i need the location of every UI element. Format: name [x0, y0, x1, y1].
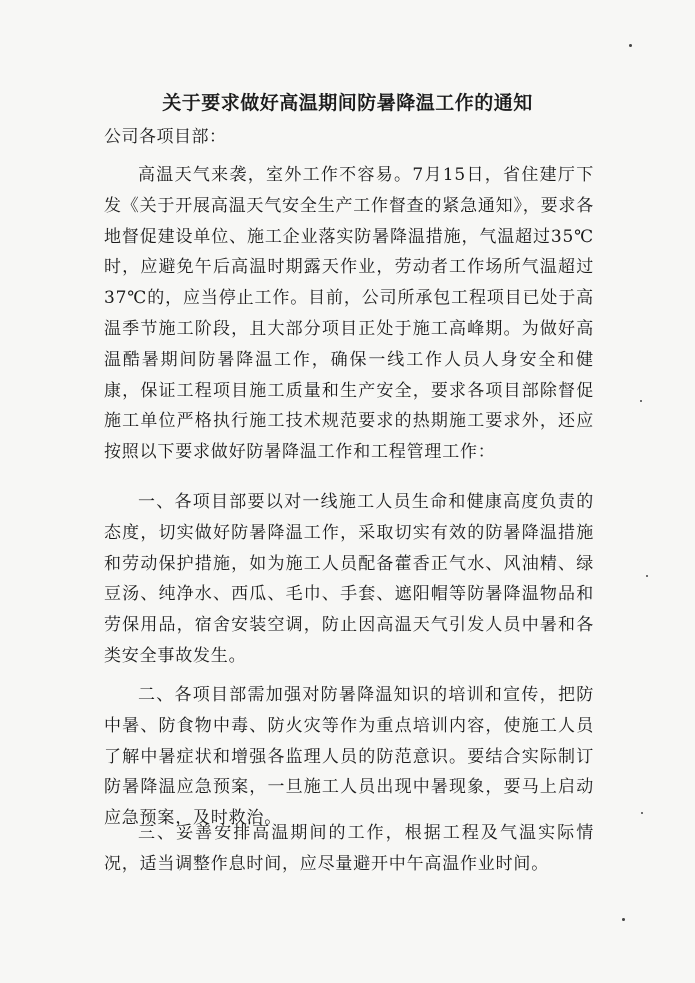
scan-speck: [622, 918, 625, 921]
salutation: 公司各项目部：: [104, 127, 227, 147]
scan-speck: [641, 812, 643, 814]
paragraph-item-1: 一、各项目部要以对一线施工人员生命和健康高度负责的态度，切实做好防暑降温工作，采取切实有效的防暑降温措施和劳动保护措施，如为施工人员配备藿香正气水、风油精、绿豆汤、纯净水、西瓜、毛巾、手套、遮阳帽等防暑降温物品和劳保用品，宿舍安装空调，防止因高温天气引发人员中暑和各类安全事故发生。: [104, 492, 594, 666]
scan-speck: [646, 575, 648, 577]
paragraph-item-3: 三、妥善安排高温期间的工作，根据工程及气温实际情况，适当调整作息时间，应尽量避开中午高温作业时间。: [104, 823, 594, 874]
scan-speck: [629, 44, 632, 47]
paragraph-item-2: 二、各项目部需加强对防暑降温知识的培训和宣传，把防中暑、防食物中毒、防火灾等作为重点培训内容，使施工人员了解中暑症状和增强各监理人员的防范意识。要结合实际制订防暑降温应急预案，一旦施工人员出现中暑现象，要马上启动应急预案，及时救治。: [104, 685, 594, 829]
document-title: 关于要求做好高温期间防暑降温工作的通知: [162, 92, 533, 114]
paragraph-intro: 高温天气来袭，室外工作不容易。7月15日，省住建厅下发《关于开展高温天气安全生产工作督查的紧急通知》，要求各地督促建设单位、施工企业落实防暑降温措施，气温超过35℃时，应避免午后高温时期露天作业，劳动者工作场所气温超过37℃的，应当停止工作。目前，公司所承包工程项目已处于高温季节施工阶段，且大部分项目正处于施工高峰期。为做好高温酷暑期间防暑降温工作，确保一线工作人员人身安全和健康，保证工程项目施工质量和生产安全，要求各项目部除督促施工单位严格执行施工技术规范要求的热期施工要求外，还应按照以下要求做好防暑降温工作和工程管理工作：: [104, 165, 594, 463]
scan-speck: [640, 400, 642, 402]
